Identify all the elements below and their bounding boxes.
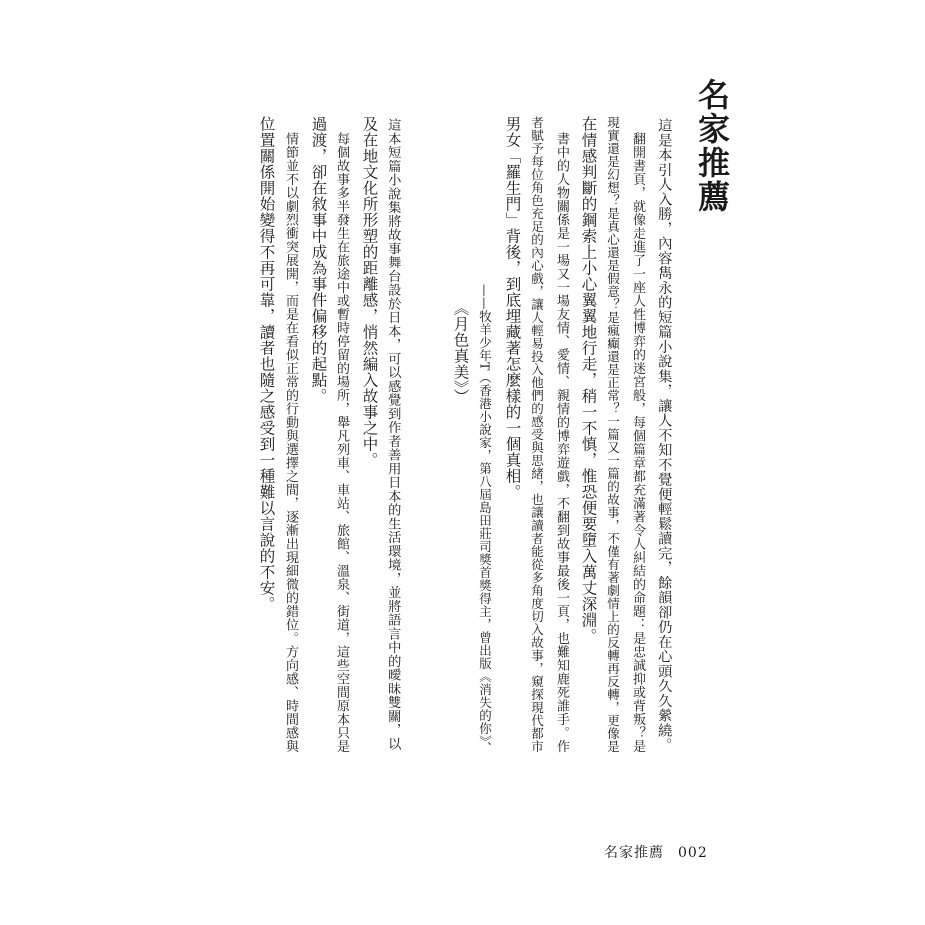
rec2-line-6: 位置關係開始變得不再可靠，讀者也隨之感受到一種難以言說的不安。 [257,116,276,612]
rec2-line-1: 這本短篇小說集將故事舞台設於日本，可以感覺到作者善用日本的生活環境，並將語言中的曖昧雙關，以 [385,118,401,751]
rec2-line-3: 每個故事多半發生在旅途中或暫時停留的場所，舉凡列車、車站、旅館、溫泉、街道，這些空間原本只是 [334,132,349,753]
rec1-attribution-2: 《月色真美》） [451,300,470,405]
rec1-line-4: 在情感判斷的鋼索上小心翼翼地行走，稍一不慎，惟恐便要墮入萬丈深淵。 [579,116,598,644]
rec1-line-2: 翻開書頁，就像走進了一座人性博弈的迷宮般，每個篇章都充滿著令人糾結的命題：是忠誠抑或背叛？是 [630,132,645,753]
rec1-attribution-1: ——牧羊少年T（香港小說家，第八屆島田莊司獎首獎得主，曾出版《消失的你》、 [477,284,493,755]
rec1-line-6: 者賦予每位角色充足的內心戲，讓人輕易投入他們的感受與思緒，也讓讀者能從多角度切入故事，窺探現代都市 [529,116,545,753]
rec1-line-1: 這是本引人入勝，內容雋永的短篇小說集，讓人不知不覺便輕鬆讀完，餘韻卻仍在心頭久久縈繞。 [656,118,673,753]
page-footer [604,842,708,862]
footer-section-label: 名家推薦 [604,845,664,861]
rec1-line-7: 男女「羅生門」背後，到底埋藏著怎麼樣的一個真相。 [503,116,522,500]
rec1-line-3: 現實還是幻想？是真心還是假意？是瘋癲還是正常？一篇又一篇的故事，不僅有著劇情上的反轉再反轉，更像是 [605,116,621,753]
page-title: 名家推薦 [693,78,731,214]
rec2-line-5: 情節並不以劇烈衝突展開，而是在看似正常的行動與選擇之間，逐漸出現細微的錯位。方向感、時間感與 [283,132,298,753]
page-number: 002 [678,845,708,861]
rec2-line-2: 及在地文化所形塑的距離感，悄然編入故事之中。 [360,116,379,468]
rec1-line-5: 書中的人物關係是一場又一場友情、愛情、親情的博弈遊戲，不翻到故事最後一頁，也難知鹿死誰手。作 [554,132,569,753]
rec2-line-4: 過渡，卻在敘事中成為事件偏移的起點。 [309,116,328,404]
